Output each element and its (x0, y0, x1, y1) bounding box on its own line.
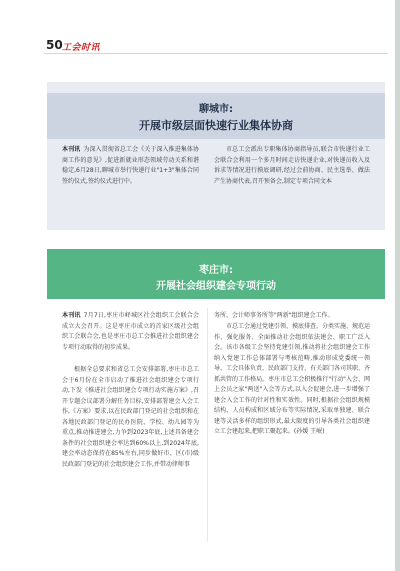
article2-credit: (孙媛 王岷) (293, 428, 325, 435)
header-rule (44, 53, 388, 54)
article2-left-para1 (62, 311, 199, 353)
article1-title-city: 聊城市: (199, 104, 233, 115)
magazine-section-logo: 工会时讯 (62, 43, 101, 53)
article1-title-band (47, 93, 385, 139)
article1-left-column (62, 145, 199, 187)
article2-title-city: 枣庄市: (199, 265, 233, 276)
article2-right-para2 (214, 322, 370, 438)
article2-title-main: 开展社会组织建会专项行动 (156, 281, 276, 292)
column-divider (207, 308, 208, 542)
article2-title-band (47, 249, 385, 299)
page-edge-strip (395, 0, 400, 571)
article2-byline: 本刊讯 (62, 312, 81, 319)
article2-right-para2-text: 市总工会通过党建引领、摸底排查、分类实施、规范运作、强化服务、全面推动社会组织依法建会、职工广泛入会。该市各级工会坚持党建引领,推动将社会组织建会工作纳入党建工作总体部署与考核范畴,推动形成党委统一领导、工会具体负责、民政部门支持、有关部门各司其职、齐抓共管的工作格局。枣庄市总工会积极推行"行动"入会、网上会员之家"两送"入会等方式,以入会促建会,进一步增强了建会入会工作的针对性和实效性。同时,根据社会组织规模结构、人员构成和区域分布等实际情况,采取单独建、联合建等灵活多样的组织形式,最大限度的引导各类社会组织建立工会建起来,把职工聚起来。 (214, 323, 371, 435)
article1-byline: 本刊讯 (62, 146, 81, 153)
article2-left-para2: 根据全总要求和省总工会安排部署,枣庄市总工会于6月份在全市启动了推进社会组织建会专项行动,下发《推进社会组织建会专项行动实施方案》,召开专题会议部署分解任务目标,安排部署建会入会工作,《方案》要求,以在民政部门登记的社会组织和在各地民政部门登记的民办医院、学校、幼儿园等为重点,推动推进建会,力争到2023年底,上述具备建会条件的社会组织建会率达到60%以上,到2024年底,建会率动态保持在85%左右,同步做好市、区(市)级民政部门登记的社会组织建会工作,并带动律师事 (62, 366, 199, 468)
page-number: 50 (46, 38, 63, 52)
article1-left-text: 为深入贯彻省总工会《关于深入推进集体协商工作的意见》,促进新就业形态领域劳动关系和谐稳定,6月28日,聊城市举行快递行业"1+3"集体合同签约仪式,签约仪式进行中。 (62, 146, 199, 185)
article1-right-column (214, 145, 370, 187)
article1-right-text: 市总工会派出专职集体协商指导员,联合市快递行业工会联合会利用一个多月时间走访快递企业,对快递员收入及诉求等情况进行摸底调研,经过会前协商、民主选举、做法产生协商代表,召开预备会,制定专项合同文本 (214, 146, 370, 185)
article1-title-main: 开展市级层面快速行业集体协商 (139, 119, 293, 132)
article2-right-para1: 务所、会计师事务所等"两新"组织建会工作。 (214, 312, 334, 319)
article2-left-para1-text: 7月7日,枣庄市峄城区社会组织工会联合会成立大会召开。这是枣庄市成立的首家区级社会组织工会联合会,也是枣庄市总工会推进社会组织建会专项行动取得的初步成果。 (62, 312, 199, 351)
